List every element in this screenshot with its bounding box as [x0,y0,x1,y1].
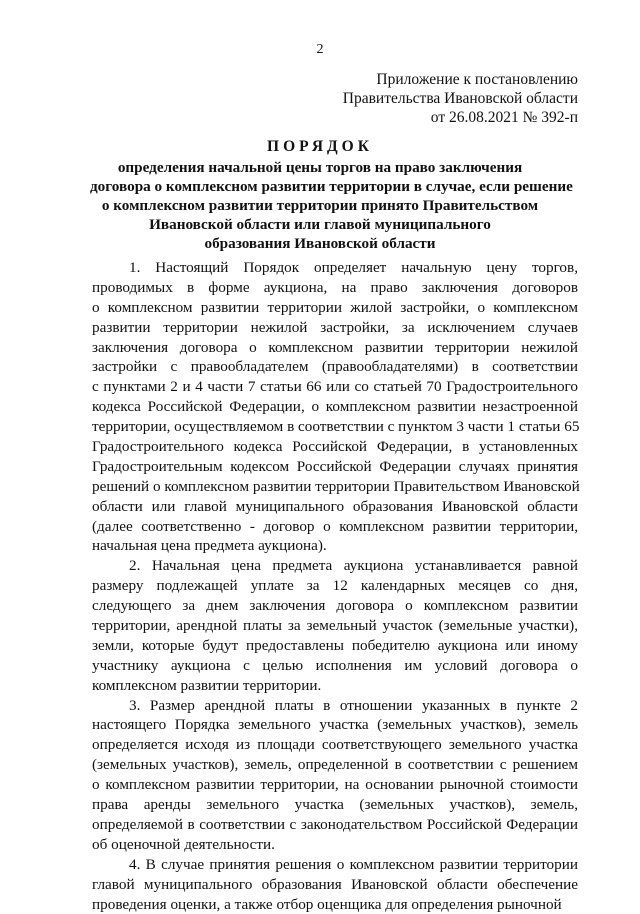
paragraph-line: области или главой муниципального образования Ивановской области [92,497,578,517]
paragraph-line: 4. В случае принятия решения о комплексном развитии территории [92,855,578,875]
document-body [92,258,578,914]
paragraph-1 [92,258,578,556]
paragraph-line: о комплексном развитии территории, на основании рыночной стоимости [92,775,578,795]
paragraph-line: Градостроительного кодекса Российской Федерации, в установленных [92,437,578,457]
paragraph-line: комплексном развитии территории. [92,676,578,696]
paragraph-line: Градостроительным кодексом Российской Федерации случаях принятия [92,457,578,477]
paragraph-line: права аренды земельного участка (земельных участков), земель, [92,795,578,815]
appendix-line: от 26.08.2021 № 392-п [343,108,578,127]
subtitle-line: определения начальной цены торгов на право заключения [90,158,550,177]
paragraph-line: развитии территории нежилой застройки, за исключением случаев [92,318,578,338]
paragraph-line: 2. Начальная цена предмета аукциона устанавливается равной [92,556,578,576]
appendix-line: Правительства Ивановской области [343,89,578,108]
subtitle-line: о комплексном развитии территории принято Правительством [90,196,550,215]
paragraph-line: с пунктами 2 и 4 части 7 статьи 66 или со статьей 70 Градостроительного [92,377,578,397]
paragraph-2 [92,556,578,695]
paragraph-line: начальная цена предмета аукциона). [92,536,578,556]
paragraph-line: главой муниципального образования Ивановской области обеспечение [92,875,578,895]
paragraph-line: проведения оценки, а также отбор оценщика для определения рыночной [92,895,578,914]
paragraph-line: проводимых в форме аукциона, на право заключения договоров [92,278,578,298]
document-title: ПОРЯДОК [0,138,640,156]
paragraph-line: участнику аукциона с целью исполнения им условий договора о [92,656,578,676]
paragraph-line: (далее соответственно - договор о комплексном развитии территории, [92,517,578,537]
document-subtitle [90,158,550,253]
paragraph-line: земли, которые будут предоставлены победителю аукциона или иному [92,636,578,656]
paragraph-line: 1. Настоящий Порядок определяет начальную цену торгов, [92,258,578,278]
appendix-block [343,70,578,127]
paragraph-4 [92,855,578,914]
paragraph-line: 3. Размер арендной платы в отношении указанных в пункте 2 [92,696,578,716]
paragraph-line: кодекса Российской Федерации, о комплексном развитии незастроенной [92,397,578,417]
subtitle-line: Ивановской области или главой муниципального [90,215,550,234]
paragraph-line: застройки с правообладателем (правообладателями) в соответствии [92,357,578,377]
paragraph-line: территории, осуществляемом в соответствии с пунктом 3 части 1 статьи 65 [92,417,578,437]
paragraph-line: (земельных участков), земель, определенной в соответствии с решением [92,755,578,775]
paragraph-line: размеру подлежащей уплате за 12 календарных месяцев со дня, [92,576,578,596]
paragraph-line: настоящего Порядка земельного участка (земельных участков), земель [92,715,578,735]
paragraph-line: о комплексном развитии территории жилой застройки, о комплексном [92,298,578,318]
paragraph-3 [92,696,578,855]
subtitle-line: договора о комплексном развитии территории в случае, если решение [90,177,550,196]
paragraph-line: заключения договора о комплексном развитии территории нежилой [92,338,578,358]
subtitle-line: образования Ивановской области [90,234,550,253]
paragraph-line: определяется исходя из площади соответствующего земельного участка [92,735,578,755]
paragraph-line: следующего за днем заключения договора о комплексном развитии [92,596,578,616]
paragraph-line: решений о комплексном развитии территории Правительством Ивановской [92,477,578,497]
page-number: 2 [0,42,640,58]
paragraph-line: территории, арендной платы за земельный участок (земельные участки), [92,616,578,636]
paragraph-line: об оценочной деятельности. [92,835,578,855]
paragraph-line: определяемой в соответствии с законодательством Российской Федерации [92,815,578,835]
appendix-line: Приложение к постановлению [343,70,578,89]
